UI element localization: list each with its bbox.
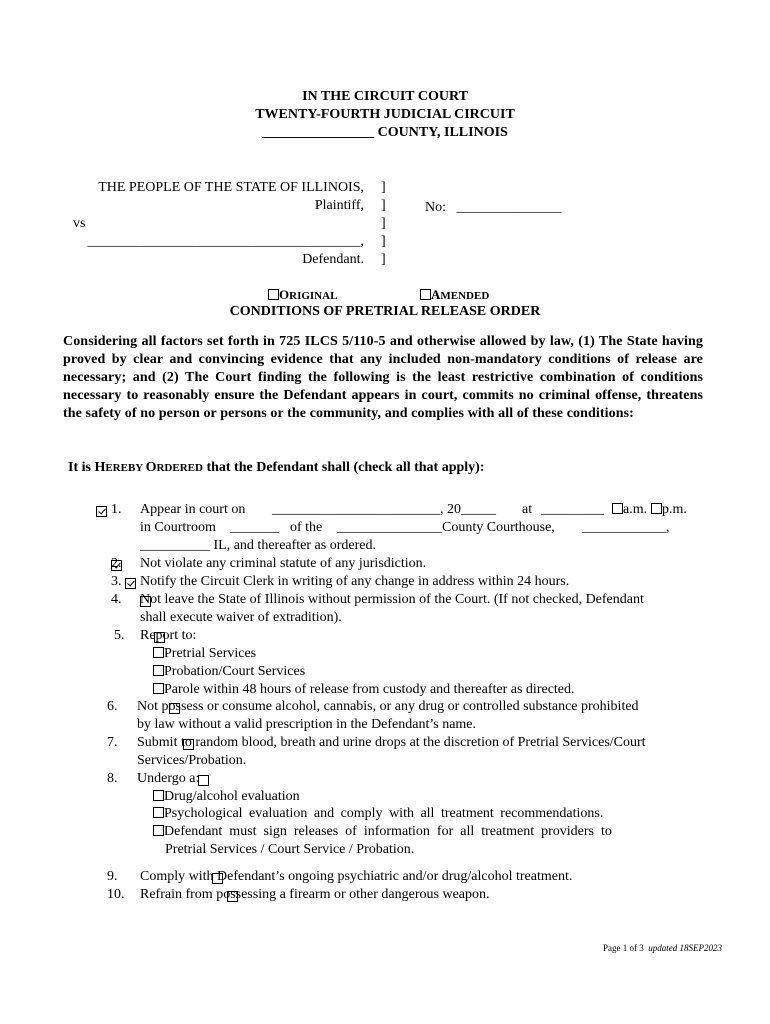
caption-people: THE PEOPLE OF THE STATE OF ILLINOIS, (98, 180, 364, 195)
condition-1-of-the: of the (290, 520, 323, 535)
report-pretrial-label: Pretrial Services (164, 646, 257, 661)
report-parole-checkbox[interactable] (153, 683, 164, 694)
am-checkbox[interactable] (612, 503, 623, 514)
condition-3-text: Notify the Circuit Clerk in writing of any change in address within 24 hours. (140, 574, 570, 589)
condition-6-text-cont: by law without a valid prescription in the Defendant’s name. (137, 717, 477, 732)
condition-7-text-cont: Services/Probation. (137, 753, 247, 768)
condition-1-number: 1. (111, 502, 122, 517)
courtroom-blank[interactable]: _______ (230, 520, 279, 535)
condition-1-courtroom-label: in Courtroom (140, 520, 216, 535)
county-blank[interactable]: ________________ (262, 125, 375, 140)
report-pretrial-option[interactable] (153, 646, 256, 662)
condition-3-checkbox[interactable] (125, 578, 136, 589)
am-option[interactable] (612, 502, 647, 518)
ordered-prefix: It is (68, 460, 95, 475)
order-title: CONDITIONS OF PRETRIAL RELEASE ORDER (229, 304, 541, 319)
condition-9-text: Comply with Defendant’s ongoing psychiatric and/or drug/alcohol treatment. (140, 869, 573, 884)
report-probation-checkbox[interactable] (153, 665, 164, 676)
ordered-initial: O (145, 460, 157, 475)
original-label-initial: O (279, 287, 290, 302)
evaluation-releases-cont: Pretrial Services / Court Service / Probation. (165, 842, 415, 857)
hereby-rest: EREBY (105, 462, 146, 474)
amended-checkbox[interactable] (420, 289, 431, 300)
report-parole-label: Parole within 48 hours of release from custody and thereafter as directed. (164, 682, 575, 697)
evaluation-releases-option[interactable] (153, 824, 612, 840)
county-courthouse-blank[interactable]: _______________County Courthouse, (337, 520, 555, 535)
condition-10-number: 10. (107, 887, 125, 902)
condition-2-text: Not violate any criminal statute of any jurisdiction. (140, 556, 427, 571)
condition-9-number: 9. (107, 869, 118, 884)
evaluation-psych-checkbox[interactable] (153, 807, 164, 818)
condition-4-number: 4. (111, 592, 122, 607)
am-label: a.m. (623, 502, 648, 517)
caption-defendant: Defendant. (302, 252, 364, 267)
evaluation-psych-option[interactable] (153, 806, 603, 822)
caption-bracket: ] (381, 198, 386, 213)
condition-1-text: Appear in court on (140, 502, 246, 517)
condition-1-line3: __________ IL, and thereafter as ordered. (140, 538, 376, 553)
condition-6-text: Not possess or consume alcohol, cannabis, or any drug or controlled substance prohibited (137, 699, 639, 714)
case-number-blank[interactable]: _______________ (456, 200, 562, 215)
amended-option[interactable] (420, 287, 489, 304)
condition-1-at: at (522, 502, 533, 517)
court-header-line2: TWENTY-FOURTH JUDICIAL CIRCUIT (255, 107, 515, 122)
evaluation-releases-checkbox[interactable] (153, 825, 164, 836)
pm-option[interactable] (651, 502, 687, 518)
condition-7-number: 7. (107, 735, 118, 750)
court-header-line1: IN THE CIRCUIT COURT (302, 89, 468, 104)
evaluation-drug-checkbox[interactable] (153, 790, 164, 801)
condition-6-number: 6. (107, 699, 118, 714)
condition-10-text: Refrain from possessing a firearm or other dangerous weapon. (140, 887, 490, 902)
ordered-line (68, 460, 485, 476)
intro-paragraph: Considering all factors set forth in 725 ILCS 5/110-5 and otherwise allowed by law, (1) The State having proved by clear and convincing evidence that any included non-mandatory conditions of release are necessary; and (2) The Court finding the following is the least restrictive combination of conditions necessary to reasonably ensure the Defendant appears in court, commits no criminal offense, threatens the safety of no person or persons or the community, and complies with all of these conditions: (63, 334, 703, 421)
condition-8-text: Undergo a: (137, 771, 200, 786)
amended-label-initial: A (431, 287, 441, 302)
condition-3-number: 3. (111, 574, 122, 589)
hereby-initial: H (94, 460, 106, 475)
court-header-line3 (0, 125, 770, 141)
evaluation-drug-option[interactable] (153, 789, 300, 805)
caption-plaintiff: Plaintiff, (314, 198, 364, 213)
condition-7-text: Submit to random blood, breath and urine drops at the discretion of Pretrial Services/Court (137, 735, 646, 750)
pm-checkbox[interactable] (651, 503, 662, 514)
original-checkbox[interactable] (268, 289, 279, 300)
condition-4-text-cont: shall execute waiver of extradition). (140, 610, 342, 625)
evaluation-releases-label: Defendant must sign releases of information for all treatment providers to (164, 824, 612, 839)
original-label: RIGINAL (289, 290, 338, 302)
ordered-rest: RDERED (156, 462, 203, 474)
court-date-blank[interactable]: ________________________, 20_____ (272, 502, 496, 517)
condition-4-text: Not leave the State of Illinois without permission of the Court. (If not checked, Defendant (140, 592, 644, 607)
condition-2-number: 2. (111, 556, 122, 571)
case-number (425, 200, 562, 216)
court-time-blank[interactable]: _________ (541, 502, 604, 517)
caption-bracket: ] (381, 252, 386, 267)
evaluation-drug-label: Drug/alcohol evaluation (164, 789, 300, 804)
caption-vs: vs (73, 216, 86, 231)
condition-5-number: 5. (114, 628, 125, 643)
condition-1-checkbox[interactable] (96, 506, 107, 517)
page-number: Page 1 of 3 (603, 943, 644, 953)
caption-bracket: ] (381, 180, 386, 195)
condition-8-number: 8. (107, 771, 118, 786)
ordered-suffix: that the Defendant shall (check all that apply): (202, 460, 485, 475)
report-pretrial-checkbox[interactable] (153, 647, 164, 658)
report-probation-option[interactable] (153, 664, 305, 680)
county-label: COUNTY, ILLINOIS (374, 125, 508, 140)
original-option[interactable] (268, 287, 337, 304)
caption-bracket: ] (381, 234, 386, 249)
pm-label: p.m. (662, 502, 687, 517)
caption-bracket: ] (381, 216, 386, 231)
page-footer (603, 943, 722, 953)
defendant-name-blank[interactable]: _______________________________________, (87, 234, 364, 249)
amended-label: MENDED (440, 290, 490, 302)
report-parole-option[interactable] (153, 682, 575, 698)
condition-5-text: Report to: (140, 628, 197, 643)
city-blank[interactable]: ____________, (582, 520, 670, 535)
evaluation-psych-label: Psychological evaluation and comply with all treatment recommendations. (164, 806, 604, 821)
case-number-label: No: (425, 200, 446, 215)
report-probation-label: Probation/Court Services (164, 664, 306, 679)
updated-date: updated 18SEP2023 (648, 943, 722, 953)
